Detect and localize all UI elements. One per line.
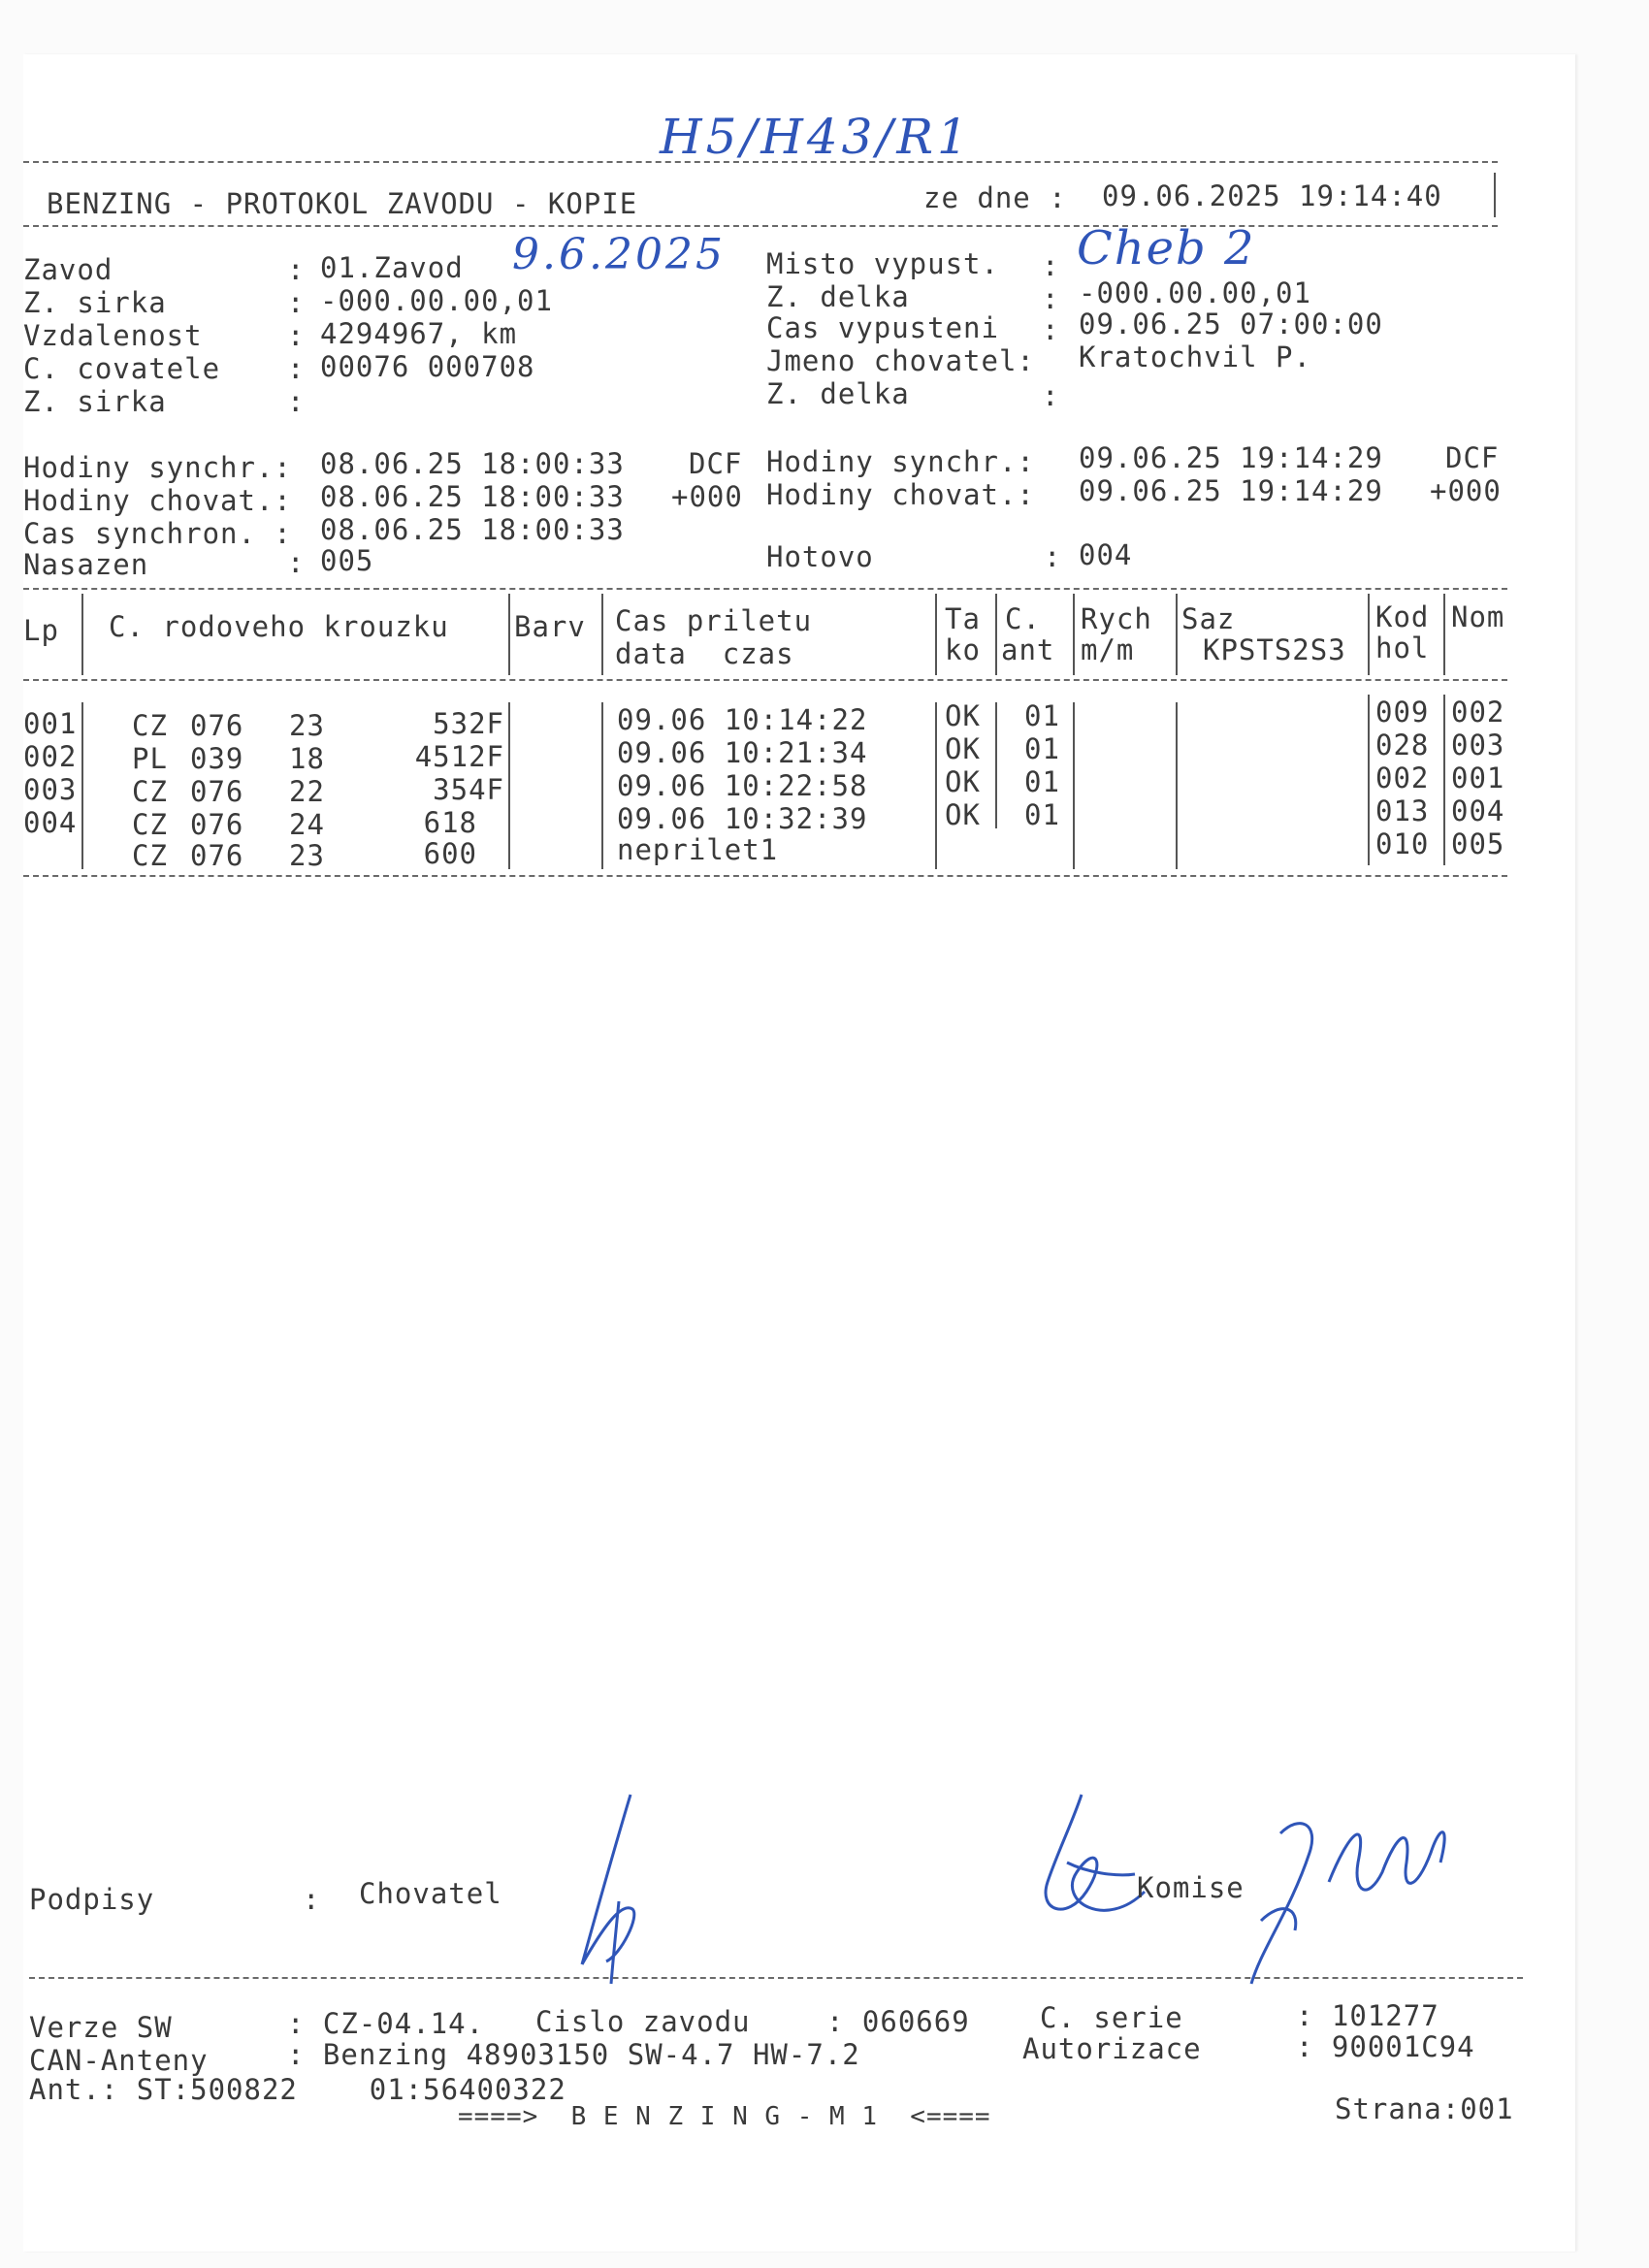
signatures-sep: : <box>303 1883 321 1916</box>
cell-lp: 002 <box>23 740 78 773</box>
race-label: Cislo zavodu <box>535 2005 751 2038</box>
header-date-label: ze dne : <box>923 181 1067 214</box>
cell-lp: 001 <box>23 707 78 740</box>
cell-arrival: 09.06 10:22:58 <box>617 769 868 802</box>
serie-value: : 101277 <box>1296 1999 1439 2032</box>
cell-kod: 002 <box>1375 761 1430 794</box>
header-ant-2: ant <box>1001 633 1055 666</box>
clock-label: Cas synchron. : <box>23 517 292 550</box>
cell-tako: OK <box>945 732 981 765</box>
info-label: Misto vypust. <box>766 247 999 280</box>
clock-value: 09.06.25 19:14:29 <box>1079 474 1383 507</box>
col-separator <box>1176 594 1178 675</box>
clock-label: Hodiny synchr.: <box>23 451 292 484</box>
cell-ring-number: 354F <box>433 773 504 806</box>
cell-nom: 004 <box>1451 794 1505 827</box>
cell-ant: 01 <box>1024 765 1060 798</box>
table-rule-header <box>23 679 1507 681</box>
info-sep: : <box>287 286 306 319</box>
header-speed-1: Rych <box>1081 602 1152 635</box>
serie-label: C. serie <box>1040 2001 1183 2034</box>
cell-arrival: 09.06 10:21:34 <box>617 736 868 769</box>
race-value: : 060669 <box>826 2005 970 2038</box>
clock-extra: DCF <box>1445 441 1500 474</box>
signatures-label: Podpisy <box>29 1883 155 1916</box>
header-kod-2: hol <box>1375 632 1430 664</box>
header-title: BENZING - PROTOKOL ZAVODU - KOPIE <box>47 187 638 220</box>
col-separator <box>935 702 937 869</box>
header-saz-1: Saz <box>1181 602 1236 635</box>
header-ring: C. rodoveho krouzku <box>109 610 449 643</box>
info-sep: : <box>287 319 306 352</box>
info-label: Cas vypusteni <box>766 311 999 344</box>
clock-value: 09.06.25 19:14:29 <box>1079 441 1383 474</box>
header-tako-2: ko <box>945 633 981 666</box>
info-label: Z. delka <box>766 377 910 410</box>
page-number: Strana:001 <box>1335 2092 1514 2125</box>
sw-value: : CZ-04.14. <box>287 2007 485 2040</box>
antenna-line: Ant.: ST:500822 01:56400322 <box>29 2073 566 2106</box>
info-value: -000.00.00,01 <box>1079 276 1311 309</box>
cell-nom: 002 <box>1451 696 1505 729</box>
col-separator <box>995 594 997 675</box>
cell-nom: 005 <box>1451 827 1505 860</box>
header-arrival-2: data czas <box>615 637 794 670</box>
info-value: -000.00.00,01 <box>320 284 553 317</box>
header-speed-2: m/m <box>1081 633 1135 666</box>
info-label: Z. sirka <box>23 385 167 418</box>
clock-extra: +000 <box>1430 474 1502 507</box>
cell-year: 18 <box>289 742 325 775</box>
cell-club: 039 <box>190 742 244 775</box>
col-separator <box>1073 594 1075 675</box>
info-label: Vzdalenost <box>23 319 203 352</box>
cell-year: 24 <box>289 808 325 841</box>
col-separator <box>1176 702 1178 869</box>
header-rule-bottom <box>23 225 1498 227</box>
col-separator <box>1368 695 1370 865</box>
breeder-signature <box>563 1785 669 1989</box>
col-separator <box>508 594 510 675</box>
header-kod-1: Kod <box>1375 600 1430 633</box>
info-sep: : <box>287 253 306 286</box>
clock-value: 08.06.25 18:00:33 <box>320 480 625 513</box>
header-tako-1: Ta <box>945 602 981 635</box>
clock-sep: : <box>287 546 306 579</box>
info-value: 4294967, km <box>320 317 518 350</box>
cell-kod: 010 <box>1375 827 1430 860</box>
cell-kod: 009 <box>1375 696 1430 729</box>
commission-signature-2 <box>1222 1795 1455 1989</box>
clock-label: Nasazen <box>23 548 149 581</box>
commission-signature-1 <box>1028 1785 1164 1950</box>
cell-tako: OK <box>945 765 981 798</box>
cell-club: 076 <box>190 808 244 841</box>
info-sep: : <box>1042 282 1060 315</box>
info-value: Kratochvil P. <box>1079 340 1311 373</box>
info-label: Z. delka <box>766 280 910 313</box>
benzing-banner: ====> B E N Z I N G - M 1 <==== <box>458 2102 991 2131</box>
cell-ring-number: 4512F <box>414 740 504 773</box>
handwritten-ref-code: H5/H43/R1 <box>660 109 972 165</box>
cell-country: CZ <box>132 808 168 841</box>
info-sep: : <box>287 352 306 385</box>
handwritten-place: Cheb 2 <box>1077 221 1256 275</box>
cell-country: PL <box>132 742 168 775</box>
header-arrival-1: Cas priletu <box>615 604 813 637</box>
col-separator <box>81 594 83 675</box>
info-sep: : <box>1042 313 1060 346</box>
header-ant-1: C. <box>1005 602 1041 635</box>
info-label: Zavod <box>23 253 113 286</box>
col-separator <box>1443 695 1445 865</box>
clock-label: Hodiny synchr.: <box>766 445 1035 478</box>
header-rule-top <box>23 161 1498 163</box>
cell-year: 23 <box>289 709 325 742</box>
col-separator <box>508 702 510 869</box>
cell-nom: 003 <box>1451 729 1505 761</box>
clock-label: Hotovo <box>766 540 874 573</box>
handwritten-date: 9.6.2025 <box>512 230 726 279</box>
cell-ant: 01 <box>1024 699 1060 732</box>
info-label: Z. sirka <box>23 286 167 319</box>
cell-kod: 028 <box>1375 729 1430 761</box>
cell-nom: 001 <box>1451 761 1505 794</box>
cell-year: 22 <box>289 775 325 808</box>
clock-value: 005 <box>320 544 374 577</box>
info-sep: : <box>287 385 306 418</box>
cell-club: 076 <box>190 709 244 742</box>
commission-label: Komise <box>1137 1871 1245 1904</box>
cell-year: 23 <box>289 839 325 872</box>
cell-ant: 01 <box>1024 798 1060 831</box>
cell-club: 076 <box>190 775 244 808</box>
col-separator <box>601 594 603 675</box>
auth-label: Autorizace <box>1022 2032 1202 2065</box>
header-lp: Lp <box>23 614 59 647</box>
col-separator <box>81 702 83 869</box>
clock-extra: +000 <box>671 480 743 513</box>
info-value: 09.06.25 07:00:00 <box>1079 308 1383 340</box>
clock-extra: DCF <box>689 447 743 480</box>
clock-label: Hodiny chovat.: <box>766 478 1035 511</box>
cell-ant: 01 <box>1024 732 1060 765</box>
cell-arrival: 09.06 10:32:39 <box>617 802 868 835</box>
info-value: 00076 000708 <box>320 350 535 383</box>
cell-tako: OK <box>945 699 981 732</box>
col-separator <box>1368 594 1370 675</box>
cell-ring-number: 600 <box>423 837 477 870</box>
col-separator <box>1073 702 1075 869</box>
clock-sep: : <box>1044 540 1062 573</box>
cell-lp: 004 <box>23 806 78 839</box>
cell-country: CZ <box>132 775 168 808</box>
header-saz-2: KPSTS2S3 <box>1203 633 1346 666</box>
table-rule-bottom <box>23 875 1507 877</box>
header-nom: Nom <box>1451 600 1505 633</box>
header-barv: Barv <box>514 610 586 643</box>
cell-club: 076 <box>190 839 244 872</box>
info-label: Jmeno chovatel: <box>766 344 1035 377</box>
info-sep: : <box>1042 249 1060 282</box>
clock-label: Hodiny chovat.: <box>23 484 292 517</box>
clock-value: 08.06.25 18:00:33 <box>320 447 625 480</box>
cell-ring-number: 618 <box>423 806 477 839</box>
breeder-label: Chovatel <box>359 1877 502 1910</box>
clock-value: 08.06.25 18:00:33 <box>320 513 625 546</box>
info-value: 01.Zavod <box>320 251 464 284</box>
col-separator <box>935 594 937 675</box>
col-separator <box>995 702 997 828</box>
header-date-value: 09.06.2025 19:14:40 <box>1102 179 1442 212</box>
can-value: : Benzing 48903150 SW-4.7 HW-7.2 <box>287 2038 860 2071</box>
header-right-border <box>1494 173 1496 217</box>
cell-arrival: 09.06 10:14:22 <box>617 703 868 736</box>
table-rule-top <box>23 588 1507 590</box>
footer-rule <box>29 1977 1523 1979</box>
cell-lp: 003 <box>23 773 78 806</box>
info-sep: : <box>1042 379 1060 412</box>
info-label: C. covatele <box>23 352 221 385</box>
can-label: CAN-Anteny <box>29 2044 209 2077</box>
auth-value: : 90001C94 <box>1296 2030 1475 2063</box>
cell-country: CZ <box>132 709 168 742</box>
sw-label: Verze SW <box>29 2011 173 2044</box>
cell-tako: OK <box>945 798 981 831</box>
clock-value: 004 <box>1079 538 1133 571</box>
cell-arrival: neprilet1 <box>617 833 779 866</box>
cell-ring-number: 532F <box>433 707 504 740</box>
cell-kod: 013 <box>1375 794 1430 827</box>
col-separator <box>1443 594 1445 675</box>
cell-country: CZ <box>132 839 168 872</box>
col-separator <box>601 702 603 869</box>
